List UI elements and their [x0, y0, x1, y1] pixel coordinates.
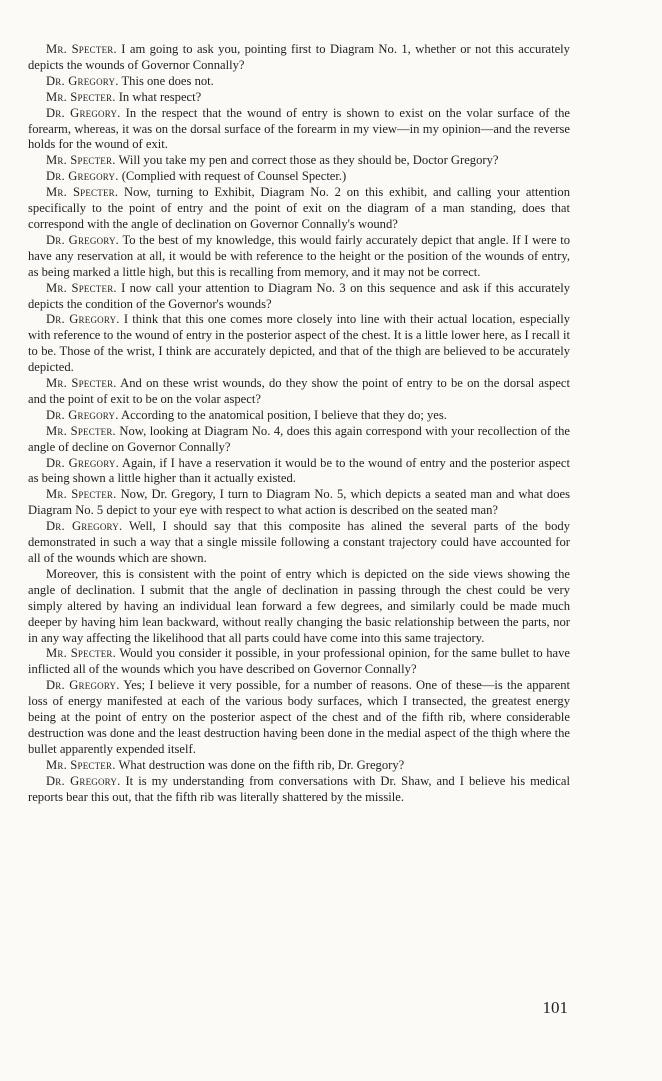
speaker-name: Dr. Gregory. [46, 73, 119, 88]
testimony-paragraph [28, 424, 570, 456]
testimony-paragraph [28, 42, 570, 74]
testimony-paragraph [28, 774, 570, 806]
testimony-paragraph [28, 567, 570, 647]
speaker-name: Dr. Gregory. [46, 678, 120, 693]
paragraph-text: In the respect that the wound of entry is shown to exist on the volar surface of the forearm, whereas, it was on the dorsal surface of the forearm in my view—in my opinion—and the reverse holds for the wound of exit. [28, 105, 570, 152]
paragraph-text: According to the anatomical position, I believe that they do; yes. [118, 407, 447, 422]
testimony-paragraph [28, 678, 570, 758]
testimony-paragraph [28, 646, 570, 678]
paragraph-text: Yes; I believe it very possible, for a number of reasons. One of these—is the apparent loss of energy manifested at each of the various body surfaces, which I transected, the greatest energy being at the point of entry on the posterior aspect of the chest and of the fifth rib, where considerable destruction was done and the least destruction having been done in the medial aspect of the thigh where the bullet apparently expended itself. [28, 678, 570, 756]
speaker-name: Dr. Gregory. [46, 407, 119, 422]
testimony-paragraph [28, 312, 570, 376]
speaker-name: Mr. Specter. [46, 423, 116, 438]
testimony-paragraph [28, 376, 570, 408]
testimony-paragraph [28, 185, 570, 233]
speaker-name: Mr. Specter. [46, 42, 117, 56]
paragraph-text: I now call your attention to Diagram No. 3 on this sequence and ask if this accurately depicts the condition of the Governor's wounds? [28, 280, 570, 311]
speaker-name: Dr. Gregory. [46, 105, 121, 120]
paragraph-text: Again, if I have a reservation it would be to the wound of entry and the posterior aspect as being shown a little higher than it actually existed. [28, 455, 570, 486]
speaker-name: Mr. Specter. [46, 646, 116, 661]
paragraph-text: I think that this one comes more closely into line with their actual location, especially with reference to the wound of entry in the posterior aspect of the chest. It is a little lower here, as I recall it to be. Those of the wrist, I think are accurately depicted, and that of the thigh are believed to be accurately depicted. [28, 312, 571, 375]
testimony-paragraph [28, 90, 570, 106]
testimony-paragraph [28, 153, 570, 169]
paragraph-text: (Complied with request of Counsel Specter.) [118, 169, 347, 184]
testimony-paragraph [28, 519, 570, 567]
speaker-name: Dr. Gregory. [46, 169, 119, 184]
paragraph-text: Now, Dr. Gregory, I turn to Diagram No. 5, which depicts a seated man and what does Diagram No. 5 depict to your eye with respect to what action is described on the seated man? [28, 487, 570, 518]
speaker-name: Dr. Gregory. [46, 455, 119, 470]
speaker-name: Dr. Gregory. [46, 232, 120, 247]
speaker-name: Mr. Specter. [46, 280, 117, 295]
page-number: 101 [542, 998, 568, 1017]
paragraph-text: And on these wrist wounds, do they show the point of entry to be on the dorsal aspect and the point of exit to be on the volar aspect? [28, 376, 570, 406]
speaker-name: Dr. Gregory. [46, 312, 120, 327]
speaker-name: Mr. Specter. [46, 757, 116, 772]
paragraph-text: Now, looking at Diagram No. 4, does this again correspond with your recollection of the angle of decline on Governor Connally? [28, 423, 570, 454]
paragraph-text: I am going to ask you, pointing first to Diagram No. 1, whether or not this accurately depicts the wounds of Governor Connally? [28, 42, 570, 72]
testimony-text [28, 42, 570, 806]
testimony-paragraph [28, 233, 570, 281]
testimony-paragraph [28, 408, 570, 424]
paragraph-text: What destruction was done on the fifth rib, Dr. Gregory? [115, 757, 405, 772]
paragraph-text: In what respect? [115, 89, 202, 104]
paragraph-text: This one does not. [118, 73, 214, 88]
speaker-name: Dr. Gregory. [46, 519, 123, 534]
speaker-name: Mr. Specter. [46, 376, 117, 391]
testimony-paragraph [28, 169, 570, 185]
paragraph-text: Would you consider it possible, in your professional opinion, for the same bullet to have inflicted all of the wounds which you have described on Governor Connally? [28, 646, 570, 677]
speaker-name: Mr. Specter. [46, 89, 116, 104]
speaker-name: Mr. Specter. [46, 153, 116, 168]
paragraph-text: It is my understanding from conversations with Dr. Shaw, and I believe his medical reports bear this out, that the fifth rib was literally shattered by the missile. [28, 773, 570, 804]
speaker-name: Dr. Gregory. [46, 773, 121, 788]
paragraph-text: Well, I should say that this composite has alined the several parts of the body demonstrated in such a way that a single missile following a constant trajectory could have accounted for all of the wounds which are shown. [28, 519, 570, 565]
testimony-paragraph [28, 281, 570, 313]
testimony-paragraph [28, 758, 570, 774]
testimony-paragraph [28, 106, 570, 154]
testimony-paragraph [28, 456, 570, 488]
paragraph-text: To the best of my knowledge, this would fairly accurately depict that angle. If I were to have any reservation at all, it would be with reference to the height or the position of the wounds of entry, as being marked a little high, but this is recalling from memory, and it may not be correct. [28, 232, 570, 279]
testimony-paragraph [28, 74, 570, 90]
speaker-name: Mr. Specter. [46, 487, 117, 502]
paragraph-text: Will you take my pen and correct those as they should be, Doctor Gregory? [115, 153, 499, 168]
speaker-name: Mr. Specter. [46, 185, 119, 200]
testimony-paragraph [28, 487, 570, 519]
paragraph-text: Moreover, this is consistent with the point of entry which is depicted on the side views showing the angle of declination. I submit that the angle of declination in passing through the chest could be very simply altered by having an individual lean forward a few degrees, and similarly could be made much deeper by having him lean backward, without really changing the basic relationship between the parts, nor in any way affecting the likelihood that all parts could have come into this same trajectory. [28, 566, 570, 645]
paragraph-text: Now, turning to Exhibit, Diagram No. 2 on this exhibit, and calling your attention specifically to the point of entry and the point of exit on the diagram of a man standing, does that correspond with the angle of declination on Governor Connally's wound? [28, 185, 570, 231]
